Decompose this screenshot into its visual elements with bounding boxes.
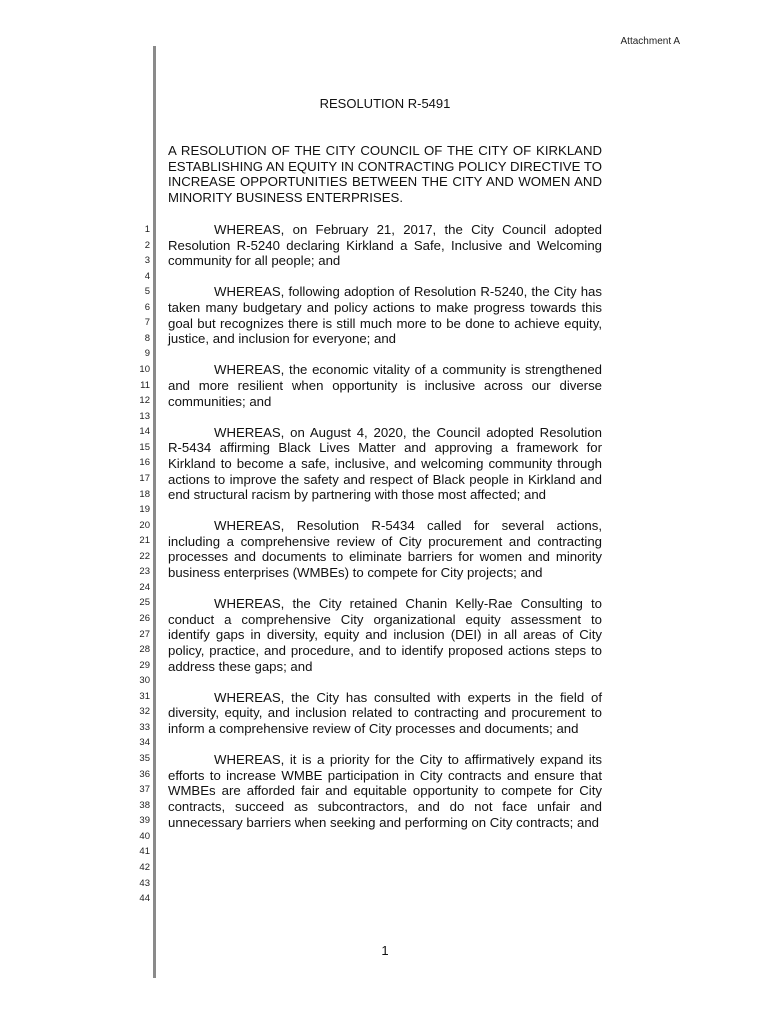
- line-number: 41: [139, 846, 150, 858]
- line-number: 27: [139, 628, 150, 640]
- line-number: 44: [139, 893, 150, 905]
- line-number: 18: [139, 488, 150, 500]
- line-number: 10: [139, 364, 150, 376]
- line-number: 20: [139, 519, 150, 531]
- line-number: 22: [139, 550, 150, 562]
- line-number: 25: [139, 597, 150, 609]
- whereas-paragraph: WHEREAS, on August 4, 2020, the Council adopted Resolution R-5434 affirming Black Lives Matter and approving a framework for Kirkland to become a safe, inclusive, and welcoming community through actions to improve the safety and respect of Black people in Kirkland and end structural racism by partnering with those most affected; and: [168, 424, 602, 503]
- line-number: 19: [139, 504, 150, 516]
- line-number: 31: [139, 690, 150, 702]
- line-number: 13: [139, 410, 150, 422]
- whereas-paragraph: WHEREAS, on February 21, 2017, the City Council adopted Resolution R-5240 declaring Kirkland a Safe, Inclusive and Welcoming community for all people; and: [168, 222, 602, 269]
- line-number: 26: [139, 613, 150, 624]
- line-number: 8: [144, 332, 150, 344]
- line-number: 14: [139, 426, 150, 438]
- line-number: 43: [139, 877, 150, 889]
- line-number: 28: [139, 644, 150, 656]
- resolution-title: RESOLUTION R-5491: [319, 96, 451, 111]
- line-number: 24: [139, 581, 150, 593]
- line-number: 17: [139, 472, 150, 484]
- line-number: 12: [139, 395, 150, 407]
- line-number: 7: [144, 317, 150, 329]
- whereas-paragraph: WHEREAS, the City retained Chanin Kelly-Rae Consulting to conduct a comprehensive City organizational equity assessment to identify gaps in diversity, equity and inclusion (DEI) in all areas of City policy, practice, and procedure, and to identify proposed actions steps to address these gaps; and: [168, 596, 602, 674]
- page-number: [0, 943, 770, 958]
- line-number: 35: [139, 753, 150, 765]
- line-number: 21: [139, 535, 150, 547]
- line-number: 4: [144, 270, 150, 282]
- line-number: 2: [144, 239, 150, 251]
- line-number: 32: [139, 706, 150, 718]
- line-number: 9: [144, 348, 150, 360]
- line-number: 40: [139, 830, 150, 842]
- whereas-paragraph: WHEREAS, following adoption of Resolution R-5240, the City has taken many budgetary and policy actions to make progress towards this goal but recognizes there is still much more to be done to achieve equity, justice, and inclusion for everyone; and: [168, 284, 602, 347]
- line-number: 3: [144, 255, 150, 267]
- resolution-body: [168, 222, 602, 846]
- whereas-paragraph: WHEREAS, it is a priority for the City to affirmatively expand its efforts to increase WMBE participation in City contracts and ensure that WMBEs are afforded fair and equitable opportunity to compete for City contracts, succeed as subcontractors, and do not face unfair and unnecessary barriers when seeking and performing on City contracts; and: [168, 752, 602, 830]
- line-number: 36: [139, 768, 150, 780]
- whereas-paragraph: WHEREAS, the economic vitality of a community is strengthened and more resilient when opportunity is inclusive across our diverse communities; and: [168, 362, 602, 409]
- line-number: 11: [140, 379, 150, 391]
- whereas-paragraph: WHEREAS, Resolution R-5434 called for several actions, including a comprehensive review of City procurement and contracting processes and documents to eliminate barriers for women and minority business enterprises (WMBEs) to compete for City projects; and: [168, 518, 602, 581]
- resolution-heading: A RESOLUTION OF THE CITY COUNCIL OF THE CITY OF KIRKLAND ESTABLISHING AN EQUITY IN CONTRACTING POLICY DIRECTIVE TO INCREASE OPPORTUNITIES BETWEEN THE CITY AND WOMEN AND MINORITY BUSINESS ENTERPRISES.: [168, 143, 602, 205]
- line-number: 39: [139, 815, 150, 827]
- line-number: 16: [139, 457, 150, 469]
- line-number: 38: [139, 799, 150, 811]
- line-number: 23: [139, 566, 150, 578]
- line-number: 1: [144, 224, 150, 235]
- line-number: 33: [139, 721, 150, 733]
- line-number: 15: [139, 441, 150, 453]
- line-number: 30: [139, 675, 150, 687]
- line-number: 5: [144, 286, 150, 298]
- line-number: 34: [139, 737, 150, 749]
- attachment-label: Attachment A: [620, 36, 680, 47]
- whereas-paragraph: WHEREAS, the City has consulted with experts in the field of diversity, equity, and inclusion related to contracting and procurement to inform a comprehensive review of City processes and documents; and: [168, 689, 602, 736]
- line-number: 37: [139, 784, 150, 796]
- margin-rule: [153, 46, 156, 978]
- page-number-text: 1: [381, 943, 389, 958]
- line-number: 6: [144, 301, 150, 313]
- line-number: 29: [139, 659, 150, 671]
- line-number: 42: [139, 861, 150, 873]
